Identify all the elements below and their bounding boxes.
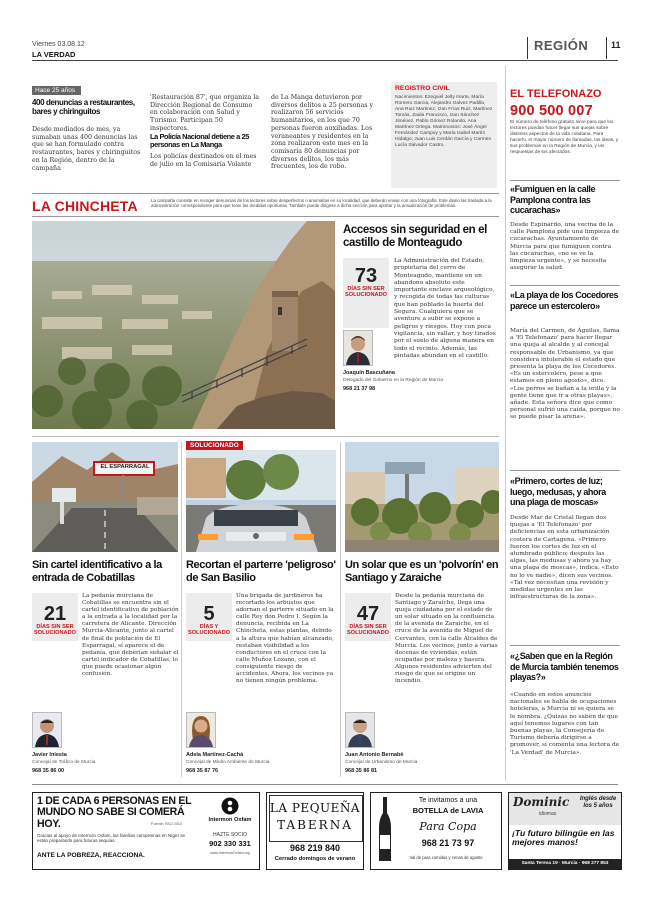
telefonazo-phone: 900 500 007 [510, 103, 593, 119]
oxfam-ad[interactable] [32, 792, 260, 870]
lavia-line1: Te invitamos a una [418, 797, 478, 804]
header-date: Viernes 03.08.12 [32, 41, 85, 48]
top-col3-text: de La Manga detuvieron por diversos delitos a 25 personas y realizaron 56 servicios humanitarios, en los que 70 personas fueron auxiliadas. Los veraneantes y residentes en la zona realizaron este mes en la comisaría 80 denuncias por diversos delitos, los más frecuentes, los de robo. [271, 94, 374, 171]
dominic-slogan: ¡Tu futuro bilingüe en las mejores manos! [512, 828, 615, 848]
hace-25-tag: Hace 25 años [32, 86, 81, 95]
castle-photo [32, 221, 335, 429]
oxfam-source: Fuente: FAO 2010 [151, 822, 183, 826]
dominic-ad[interactable] [508, 792, 622, 870]
story4-days: 47 [356, 603, 380, 625]
top-col1-title: 400 denuncias a restaurantes, bares y chiringuitos [32, 98, 135, 116]
oxfam-phone: 902 330 331 [209, 839, 251, 848]
solucionado-badge: SOLUCIONADO [186, 441, 243, 450]
story4-headline: Un solar que es un 'polvorín' en Santiago y Zaraiche [345, 559, 499, 584]
oxfam-brand: Intermon Oxfam [208, 817, 252, 823]
lavia-line3: Para Copa [419, 820, 477, 833]
lavia-line2: BOTELLA de LAVIA [412, 806, 484, 815]
telefonazo-item2-text: María del Carmen, de Águilas, llama a 'El Telefonazo' para hacer llegar una queja al alcalde y al concejal responsable de Urbanismo, ya que considera intolerable el estado que presenta la playa de los Cocedores. «Es un estercolero, pese a que estamos en pleno agosto», dice. «Los perros se bañan a la orilla y la gente tiene que ir a otras playas», añade. Esta señora dice que como personal sufrió una caída, porque no se puede pisar la arena». [510, 328, 620, 421]
oxfam-slogan: ANTE LA POBREZA, REACCIONA. [37, 852, 145, 859]
story2-days: 21 [43, 603, 67, 625]
lavia-note: Val de para comidas y cenas de agosto [409, 855, 483, 860]
story3-headline: Recortan el parterre 'peligroso' de San Basilio [186, 559, 336, 584]
main-days: 73 [354, 265, 378, 287]
telefonazo-item3-title: «Primero, cortes de luz; luego, medusas, y ahora una plaga de moscas» [510, 476, 606, 507]
dominic-sub: idiomas [539, 811, 557, 817]
story2-headline: Sin cartel identificativo a la entrada de Cobatillas [32, 559, 162, 584]
dominic-side: Inglés desde los 5 años [579, 796, 617, 809]
main-headline: Accesos sin seguridad en el castillo de Monteagudo [343, 224, 487, 249]
oxfam-web: www.IntermonOxfam.org [210, 851, 250, 855]
story2-text: La pedanía murciana de Cobatillas se encuentra sin el cartel identificativo de población a la entrada a la localidad por la carretera de Alicante. Dirección Murcia-Alicante, junto al cartel de final de población de El Esparragal, sí aparece el de pedanía, que deberían señalar el cartel indicador de Cobatillas, lo que puede ocasionar algún confusión. [82, 593, 179, 678]
story4-person-name: Juan Antonio Bernabé [345, 752, 404, 758]
story2-person-name: Javier Iniesta [32, 752, 67, 758]
main-text: La Administración del Estado, propietaria del cerro de Monteagudo, mantiene en un abandono absoluto este importante enclave arqueológico, y recogida de todas las culturas que han poblado la huerta del Segura. Cualquiera que se aventure a subir se expone a peligros y riesgos. Hoy con poca vigilancia, sin vallar, y hoy tirados por el suelo de alguna manera en todo el recinto. Además, las pintadas abundan en el castillo. [394, 258, 496, 359]
story2-days-label: DÍAS SIN SER SOLUCIONADO [34, 624, 76, 637]
oxfam-headline: 1 DE CADA 6 PERSONAS EN EL MUNDO NO SABE SI COMERÁ HOY. [37, 795, 192, 830]
top-col2-text-a: 'Restauración 87', que organiza la Dirección Regional de Consumo en colaboración con Salud y Turismo. Participan 50 inspectores. [150, 94, 259, 132]
telefonazo-item2-title: «La playa de los Cocedores parece un estercolero» [510, 290, 619, 311]
cobatillas-photo [32, 442, 178, 552]
taberna-line2: TABERNA [277, 818, 353, 832]
taberna-line1: LA PEQUEÑA [269, 801, 361, 815]
top-col1-text: Desde mediados de mes, ya sumaban unas 400 denuncias las que se han formulado contra restaurantes, bares y chiringuitos en la Región, dentro de la campaña [32, 126, 141, 172]
story3-person-role: Concejal de Medio Ambiente de Murcia [186, 760, 270, 765]
registry-title: REGISTRO CIVIL [395, 85, 450, 92]
story2-person-role: Concejal de Tráfico de Murcia [32, 760, 96, 765]
main-person-phone: 968 21 37 98 [343, 386, 376, 392]
page-number: 11 [611, 40, 621, 50]
main-days-label: DÍAS SIN SER SOLUCIONADO [345, 286, 387, 299]
story3-person-name: Adela Martínez-Cachá [186, 752, 244, 758]
telefonazo-item3-text: Desde Mar de Cristal llegan dos quejas a 'El Telefonazo' por deficiencias en esta urbanización costera de Cartagena. «Primero fueron los cortes de luz en el alumbrado público; después las algas, las medusas y ahora ya hay una plaga de moscas», indica. «Esto no lo ve nadie», dicen sus vecinos. «Tal vez necesitan una revisión y medidas urgentes en las infraestructuras de la zona». [510, 515, 619, 601]
story3-person-phone: 968 35 87 76 [186, 768, 219, 774]
registry-text: Nacimientos: Ezequiel Jelty Iriarte, María Romero Garcia, Alejandro Galvez Padilla, Ana Ruiz Martinez, Izan Frías Ruiz, Martínez Tomás, Zaida Francisco, Izan Sánchez Jiménez, Pablo Gómez Rolando, Ana Martínez Ortega. Matrimonios: José Ángel Fernández Campoy y María Isabel Martín Hidalgo; Juan Luis Cerdán García y Carmen Lucía Salvador Castro. [395, 95, 493, 148]
header-paper: LA VERDAD [32, 50, 76, 59]
solar-photo [345, 442, 499, 552]
dominic-address: Santa Teresa 19 · Murcia · 968 277 853 [509, 859, 621, 869]
telefonazo-item1-text: Desde Espinardo, una vecina de la calle Pamplona pide una limpieza de cucarachas. Ayuntamiento de Murcia para que fumiguen contra las cucarachas, «no se ve la limpieza urgente», y se necesita asegurar la salud. [510, 222, 620, 272]
taberna-note: Cerrado domingos de verano [274, 856, 356, 862]
bascunana-portrait [343, 330, 373, 366]
lavia-ad[interactable] [370, 792, 502, 870]
story3-days: 5 [203, 603, 215, 625]
main-person-name: Joaquín Bascuñana [343, 370, 395, 376]
san-basilio-photo [186, 450, 336, 552]
section-title: REGIÓN [534, 38, 589, 53]
story2-person-phone: 968 35 86 00 [32, 768, 65, 774]
story4-text: Desde la pedanía murciana de Santiago y Zaraiche, llega una queja ciudadana por el estado de un solar situado en la confluencia de la avenida de Zaraiche, en el cruce de la avenida de Miguel de Cervantes, con la calle Alcaldes de Murcia. Los vecinos, junto a varias decenas de viviendas, están ocupadas por maleza y basura. Algunos residentes advierten del riesgo de que se origine un incendio. [395, 593, 498, 685]
oxfam-cta: HAZTE SOCIO [213, 832, 247, 838]
story4-days-label: DÍAS SIN SER SOLUCIONADO [347, 624, 389, 637]
wine-bottle-icon [377, 797, 393, 867]
oxfam-logo-icon [221, 797, 239, 819]
lavia-phone: 968 21 73 97 [421, 838, 475, 848]
telefonazo-intro: El número de teléfono gratuito sirve para que los lectores puedan hacer llegar sus quejas sobre distintos aspectos de la vida cotidiana. Para hacerlo, el mayor número de llamadas, las ideas, y sus problemas en la Región de Murcia, y las respuestas de los afectados. [510, 120, 619, 155]
chincheta-intro: La campaña consiste en recoger denuncias de los lectores sobre desperfectos o anomalías en su localidad, que deberán enviar con una fotografía. Este diario las traslada a la administración correspondiente para que tome las medidas oportunas. También puede dirigirse a dicha sección para aportar y la actualización de problemas. [151, 198, 492, 209]
story3-days-label: DÍAS Y SOLUCIONADO [188, 624, 230, 637]
top-col2-title: La Policía Nacional detiene a 25 personas en La Manga [150, 132, 249, 150]
dominic-brand: Dominic [513, 795, 570, 809]
bernabe-portrait [345, 712, 375, 748]
telefonazo-item1-title: «Fumiguen en la calle Pamplona contra las cucarachas» [510, 184, 596, 215]
telefonazo-title: EL TELEFONAZO [510, 88, 602, 100]
iniesta-portrait [32, 712, 62, 748]
taberna-phone: 968 219 840 [289, 843, 341, 853]
top-col2-text-b: Los policías destinados en el mes de julio en la Comisaría Volante [150, 153, 257, 168]
story4-person-role: Concejal de Urbanismo de Murcia [345, 760, 418, 765]
esparragal-sign-text: EL ESPARRAGAL [100, 464, 150, 470]
telefonazo-item4-text: «Cuando en estos anuncios nacionales se habla de ocupaciones hoteleras, a Murcia ni se quiera se le nombra. ¿Quizás no saben de que aquí tenemos lugares con tan buenas playas, la Consejería de Turismo debería dirigirse a promover, sí comenta una lectora de 'La Verdad' de Murcia». [510, 692, 620, 756]
chincheta-title: LA CHINCHETA [32, 198, 138, 214]
story3-text: Una brigada de jardineros ha recortado los arbustos que adornan el parterre situado en la calle Rey don Pedro I. Según la denuncia, recibida en La Chincheta, estas plantas, debido a la altura que habían alcanzado, restaban visibilidad a los conductores en el cruce con la calle Muñoz Lozano, con el consiguiente riesgo de accidentes. Ahora, los vecinos ya no tienen ningún problema. [236, 593, 334, 685]
oxfam-sub: Gracias al apoyo de Intermón Oxfam, las familias campesinas en Níger se están preparando para futuras sequías. [37, 833, 186, 844]
main-person-role: Delegado del Gobierno en la Región de Murcia [343, 378, 443, 383]
martinez-cacha-portrait [186, 712, 216, 748]
taberna-ad[interactable] [266, 792, 364, 870]
telefonazo-item4-title: «¿Saben que en la Región de Murcia también tenemos playas?» [510, 651, 619, 682]
story4-person-phone: 968 35 86 81 [345, 768, 378, 774]
